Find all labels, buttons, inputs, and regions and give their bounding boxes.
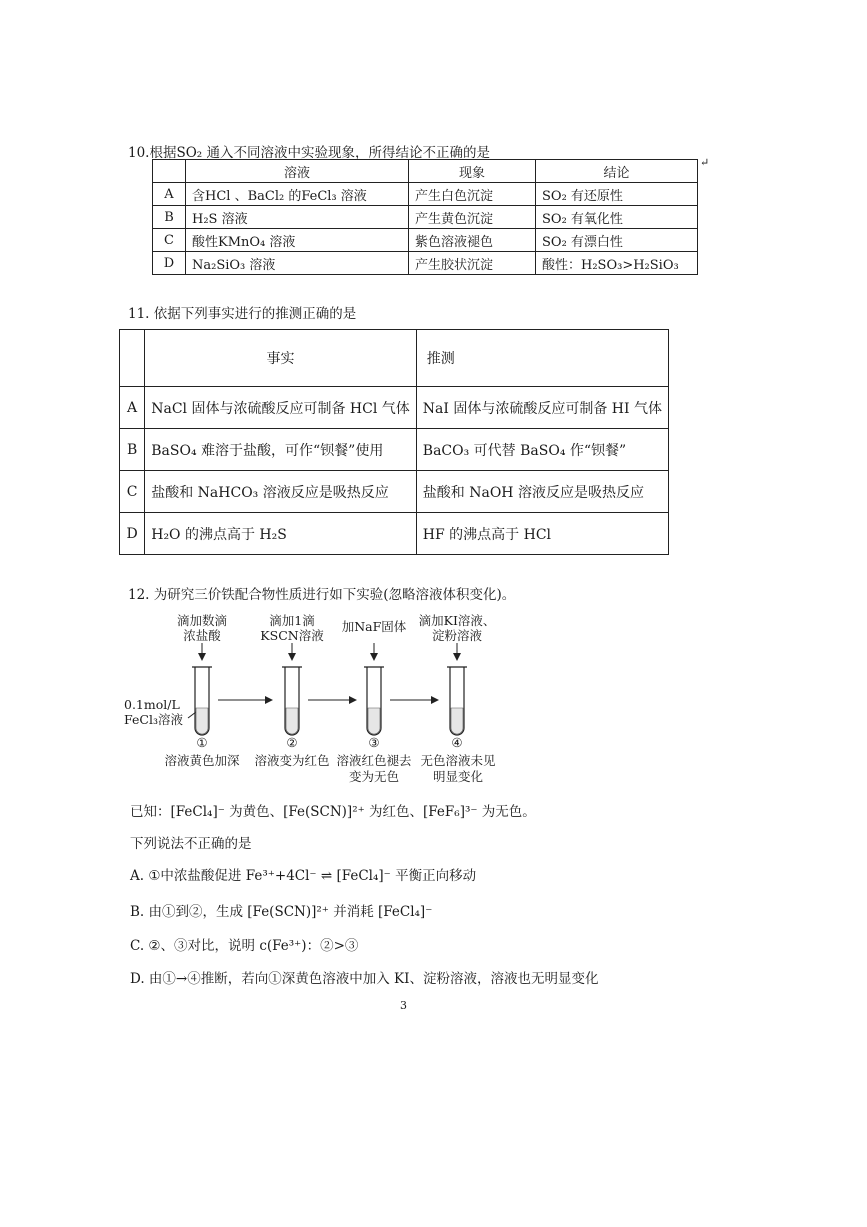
table-cell: 产生黄色沉淀 [409, 206, 536, 229]
reagent-label-4: 滴加KI溶液、 淀粉溶液 [418, 613, 496, 643]
table-cell: 产生白色沉淀 [409, 183, 536, 206]
table-cell: 紫色溶液褪色 [409, 229, 536, 252]
reagent-label-1: 滴加数滴 浓盐酸 [176, 613, 227, 643]
table-cell: C [153, 229, 186, 252]
table-cell: 酸性KMnO₄ 溶液 [186, 229, 409, 252]
table-cell: SO₂ 有氧化性 [536, 206, 698, 229]
q10-stem: 10.根据SO₂ 通入不同溶液中实验现象，所得结论不正确的是 [128, 145, 490, 161]
table-cell: A [153, 183, 186, 206]
q12-stem: 12. 为研究三价铁配合物性质进行如下实验(忽略溶液体积变化)。 [128, 587, 516, 603]
known-info: 已知：[FeCl₄]⁻ 为黄色、[Fe(SCN)]²⁺ 为红色、[FeF₆]³⁻ 为无色。 [130, 804, 536, 820]
table-cell: D [120, 513, 145, 555]
table-cell: B [153, 206, 186, 229]
table-cell: HF 的沸点高于 HCl [416, 513, 668, 555]
tube-number-1: ① [196, 735, 208, 750]
page-number: 3 [400, 999, 407, 1012]
paragraph-mark-icon: ↵ [700, 156, 710, 169]
table-cell: 盐酸和 NaOH 溶液反应是吸热反应 [416, 471, 668, 513]
table-cell: NaI 固体与浓硫酸反应可制备 HI 气体 [416, 387, 668, 429]
test-tube-4 [447, 667, 467, 735]
table-cell: D [153, 252, 186, 275]
table-header-cell: 现象 [409, 160, 536, 183]
reagent-label-2: 滴加1滴 KSCN溶液 [260, 613, 324, 643]
table-cell: SO₂ 有漂白性 [536, 229, 698, 252]
tube-caption-2: 溶液变为红色 [254, 753, 330, 768]
tube-caption-3: 溶液红色褪去 变为无色 [336, 753, 412, 784]
table-header-cell: 结论 [536, 160, 698, 183]
q11-stem: 11. 依据下列事实进行的推测正确的是 [128, 306, 357, 322]
tube-number-2: ② [286, 735, 298, 750]
tube-caption-1: 溶液黄色加深 [164, 753, 240, 768]
table-cell: B [120, 429, 145, 471]
test-tube-1 [192, 667, 212, 735]
table-cell: H₂O 的沸点高于 H₂S [145, 513, 417, 555]
table-cell: NaCl 固体与浓硫酸反应可制备 HCl 气体 [145, 387, 417, 429]
option-d: D. 由①→④推断，若向①深黄色溶液中加入 KI、淀粉溶液，溶液也无明显变化 [130, 971, 599, 987]
fecl3-solution-label: 0.1mol/L FeCl₃溶液 [124, 697, 183, 727]
tube-number-4: ④ [451, 735, 463, 750]
test-tube-2 [282, 667, 302, 735]
table-cell: C [120, 471, 145, 513]
table-header-cell: 溶液 [186, 160, 409, 183]
table-cell: BaSO₄ 难溶于盐酸，可作“钡餐”使用 [145, 429, 417, 471]
option-a: A. ①中浓盐酸促进 Fe³⁺+4Cl⁻ ⇌ [FeCl₄]⁻ 平衡正向移动 [130, 868, 477, 884]
table-cell: 盐酸和 NaHCO₃ 溶液反应是吸热反应 [145, 471, 417, 513]
table-header-cell: 事实 [145, 330, 417, 387]
table-cell: SO₂ 有还原性 [536, 183, 698, 206]
tube-caption-4: 无色溶液未见 明显变化 [420, 753, 496, 784]
table-cell: 含HCl 、BaCl₂ 的FeCl₃ 溶液 [186, 183, 409, 206]
table-header-cell: 推测 [416, 330, 668, 387]
tube-number-3: ③ [368, 735, 380, 750]
table-cell: A [120, 387, 145, 429]
option-c: C. ②、③对比，说明 c(Fe³⁺)：②>③ [130, 938, 359, 954]
table-cell: Na₂SiO₃ 溶液 [186, 252, 409, 275]
option-b: B. 由①到②，生成 [Fe(SCN)]²⁺ 并消耗 [FeCl₄]⁻ [130, 904, 433, 920]
table-cell: 产生胶状沉淀 [409, 252, 536, 275]
q12-ask: 下列说法不正确的是 [130, 836, 252, 852]
table-cell: BaCO₃ 可代替 BaSO₄ 作“钡餐” [416, 429, 668, 471]
table-cell: 酸性：H₂SO₃>H₂SiO₃ [536, 252, 698, 275]
test-tube-3 [364, 667, 384, 735]
reagent-label-3: 加NaF固体 [341, 619, 407, 634]
table-cell: H₂S 溶液 [186, 206, 409, 229]
